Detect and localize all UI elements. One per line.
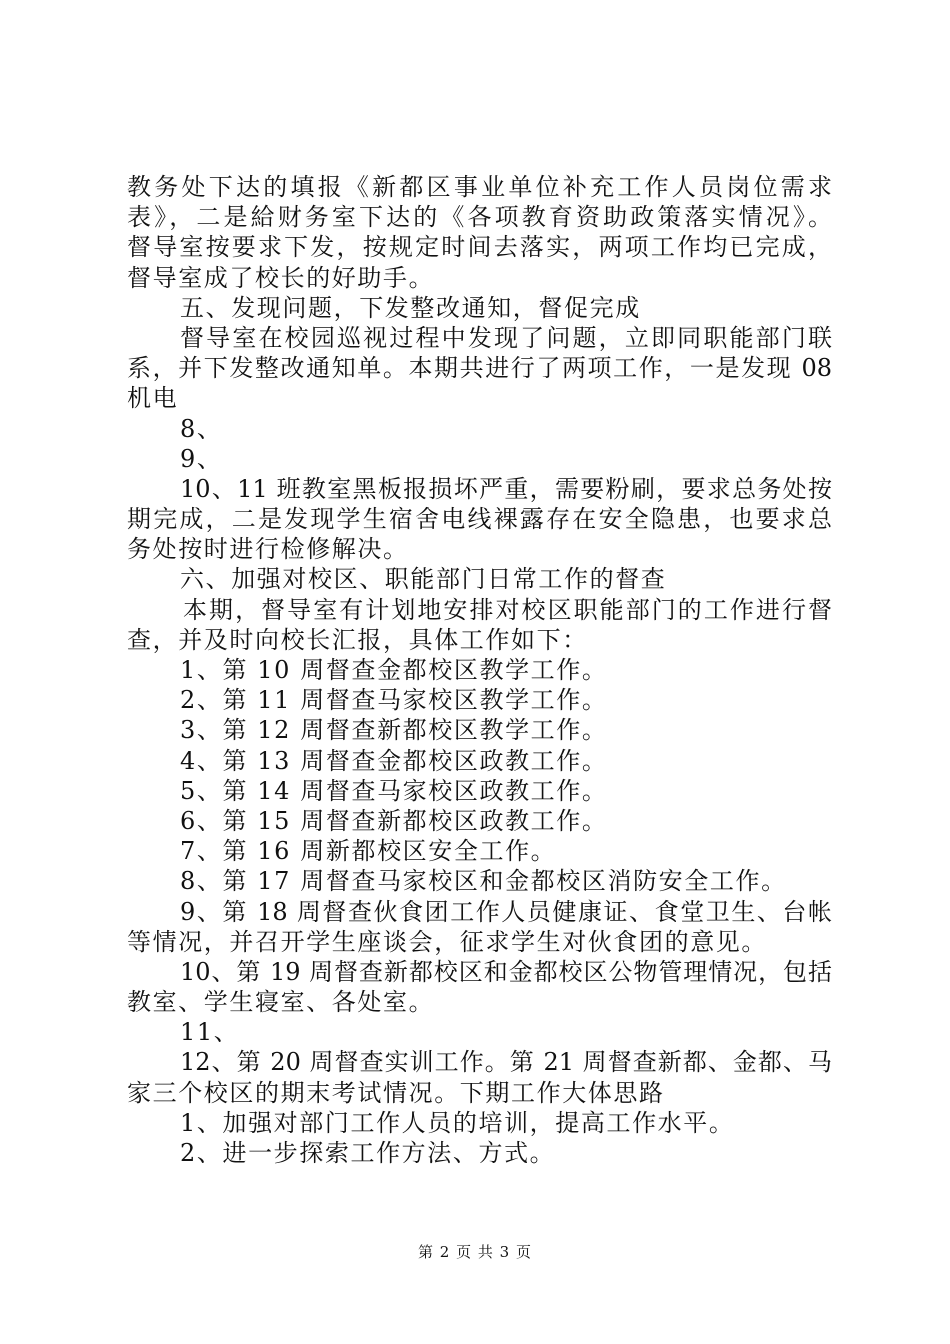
text-line: 机电 [127,384,179,413]
text-line: 查，并及时向校长汇报，具体工作如下： [127,625,588,654]
list-item: 8、 [180,414,223,443]
text-line: 等情况，并召开学生座谈会，征求学生对伙食团的意见。 [127,927,767,956]
section-heading: 五、发现问题，下发整改通知，督促完成 [180,293,641,322]
list-item: 9、第 18 周督查伙食团工作人员健康证、食堂卫生、台帐 [180,897,832,926]
text-line: 教室、学生寝室、各处室。 [127,988,435,1017]
list-item: 7、第 16 周新都校区安全工作。 [180,837,557,866]
text-line: 督导室按要求下发，按规定时间去落实，两项工作均已完成， [127,233,832,262]
text-line: 期完成，二是发现学生宿舍电线裸露存在安全隐患，也要求总 [127,505,832,534]
page-number: 第 2 页 共 3 页 [418,1243,532,1261]
section-heading: 六、加强对校区、职能部门日常工作的督查 [180,565,667,594]
text-line: 教务处下达的填报《新都区事业单位补充工作人员岗位需求 [127,173,832,201]
list-item: 4、第 13 周督查金都校区政教工作。 [180,746,608,775]
list-item: 6、第 15 周督查新都校区政教工作。 [180,806,608,835]
text-line: 督导室成了校长的好助手。 [127,263,435,292]
list-item: 10、第 19 周督查新都校区和金都校区公物管理情况，包括 [180,957,832,986]
list-item: 10、11 班教室黑板报损坏严重，需要粉刷，要求总务处按 [180,474,832,503]
list-item: 2、进一步探索工作方法、方式。 [180,1139,556,1167]
list-item: 9、 [180,444,223,473]
list-item: 1、第 10 周督查金都校区教学工作。 [180,656,608,684]
list-item: 1、加强对部门工作人员的培训，提高工作水平。 [180,1108,735,1137]
list-item: 12、第 20 周督查实训工作。第 21 周督查新都、金都、马 [180,1048,832,1077]
text-line: 表》，二是給财务室下达的《各项教育资助政策落实情况》。 [127,203,832,232]
document-body [127,172,832,1168]
text-line: 本期，督导室有计划地安排对校区职能部门的工作进行督 [183,595,832,624]
list-item: 11、 [180,1018,240,1047]
list-item: 2、第 11 周督查马家校区教学工作。 [180,686,608,715]
list-item: 3、第 12 周督查新都校区教学工作。 [180,716,608,745]
text-line: 督导室在校园巡视过程中发现了问题，立即同职能部门联 [180,323,832,352]
list-item: 8、第 17 周督查马家校区和金都校区消防安全工作。 [180,867,787,896]
text-line: 系，并下发整改通知单。本期共进行了两项工作，一是发现 08 [127,354,832,383]
text-line: 务处按时进行检修解决。 [127,535,409,564]
text-line: 家三个校区的期末考试情况。下期工作大体思路 [127,1078,665,1107]
list-item: 5、第 14 周督查马家校区政教工作。 [180,776,608,805]
